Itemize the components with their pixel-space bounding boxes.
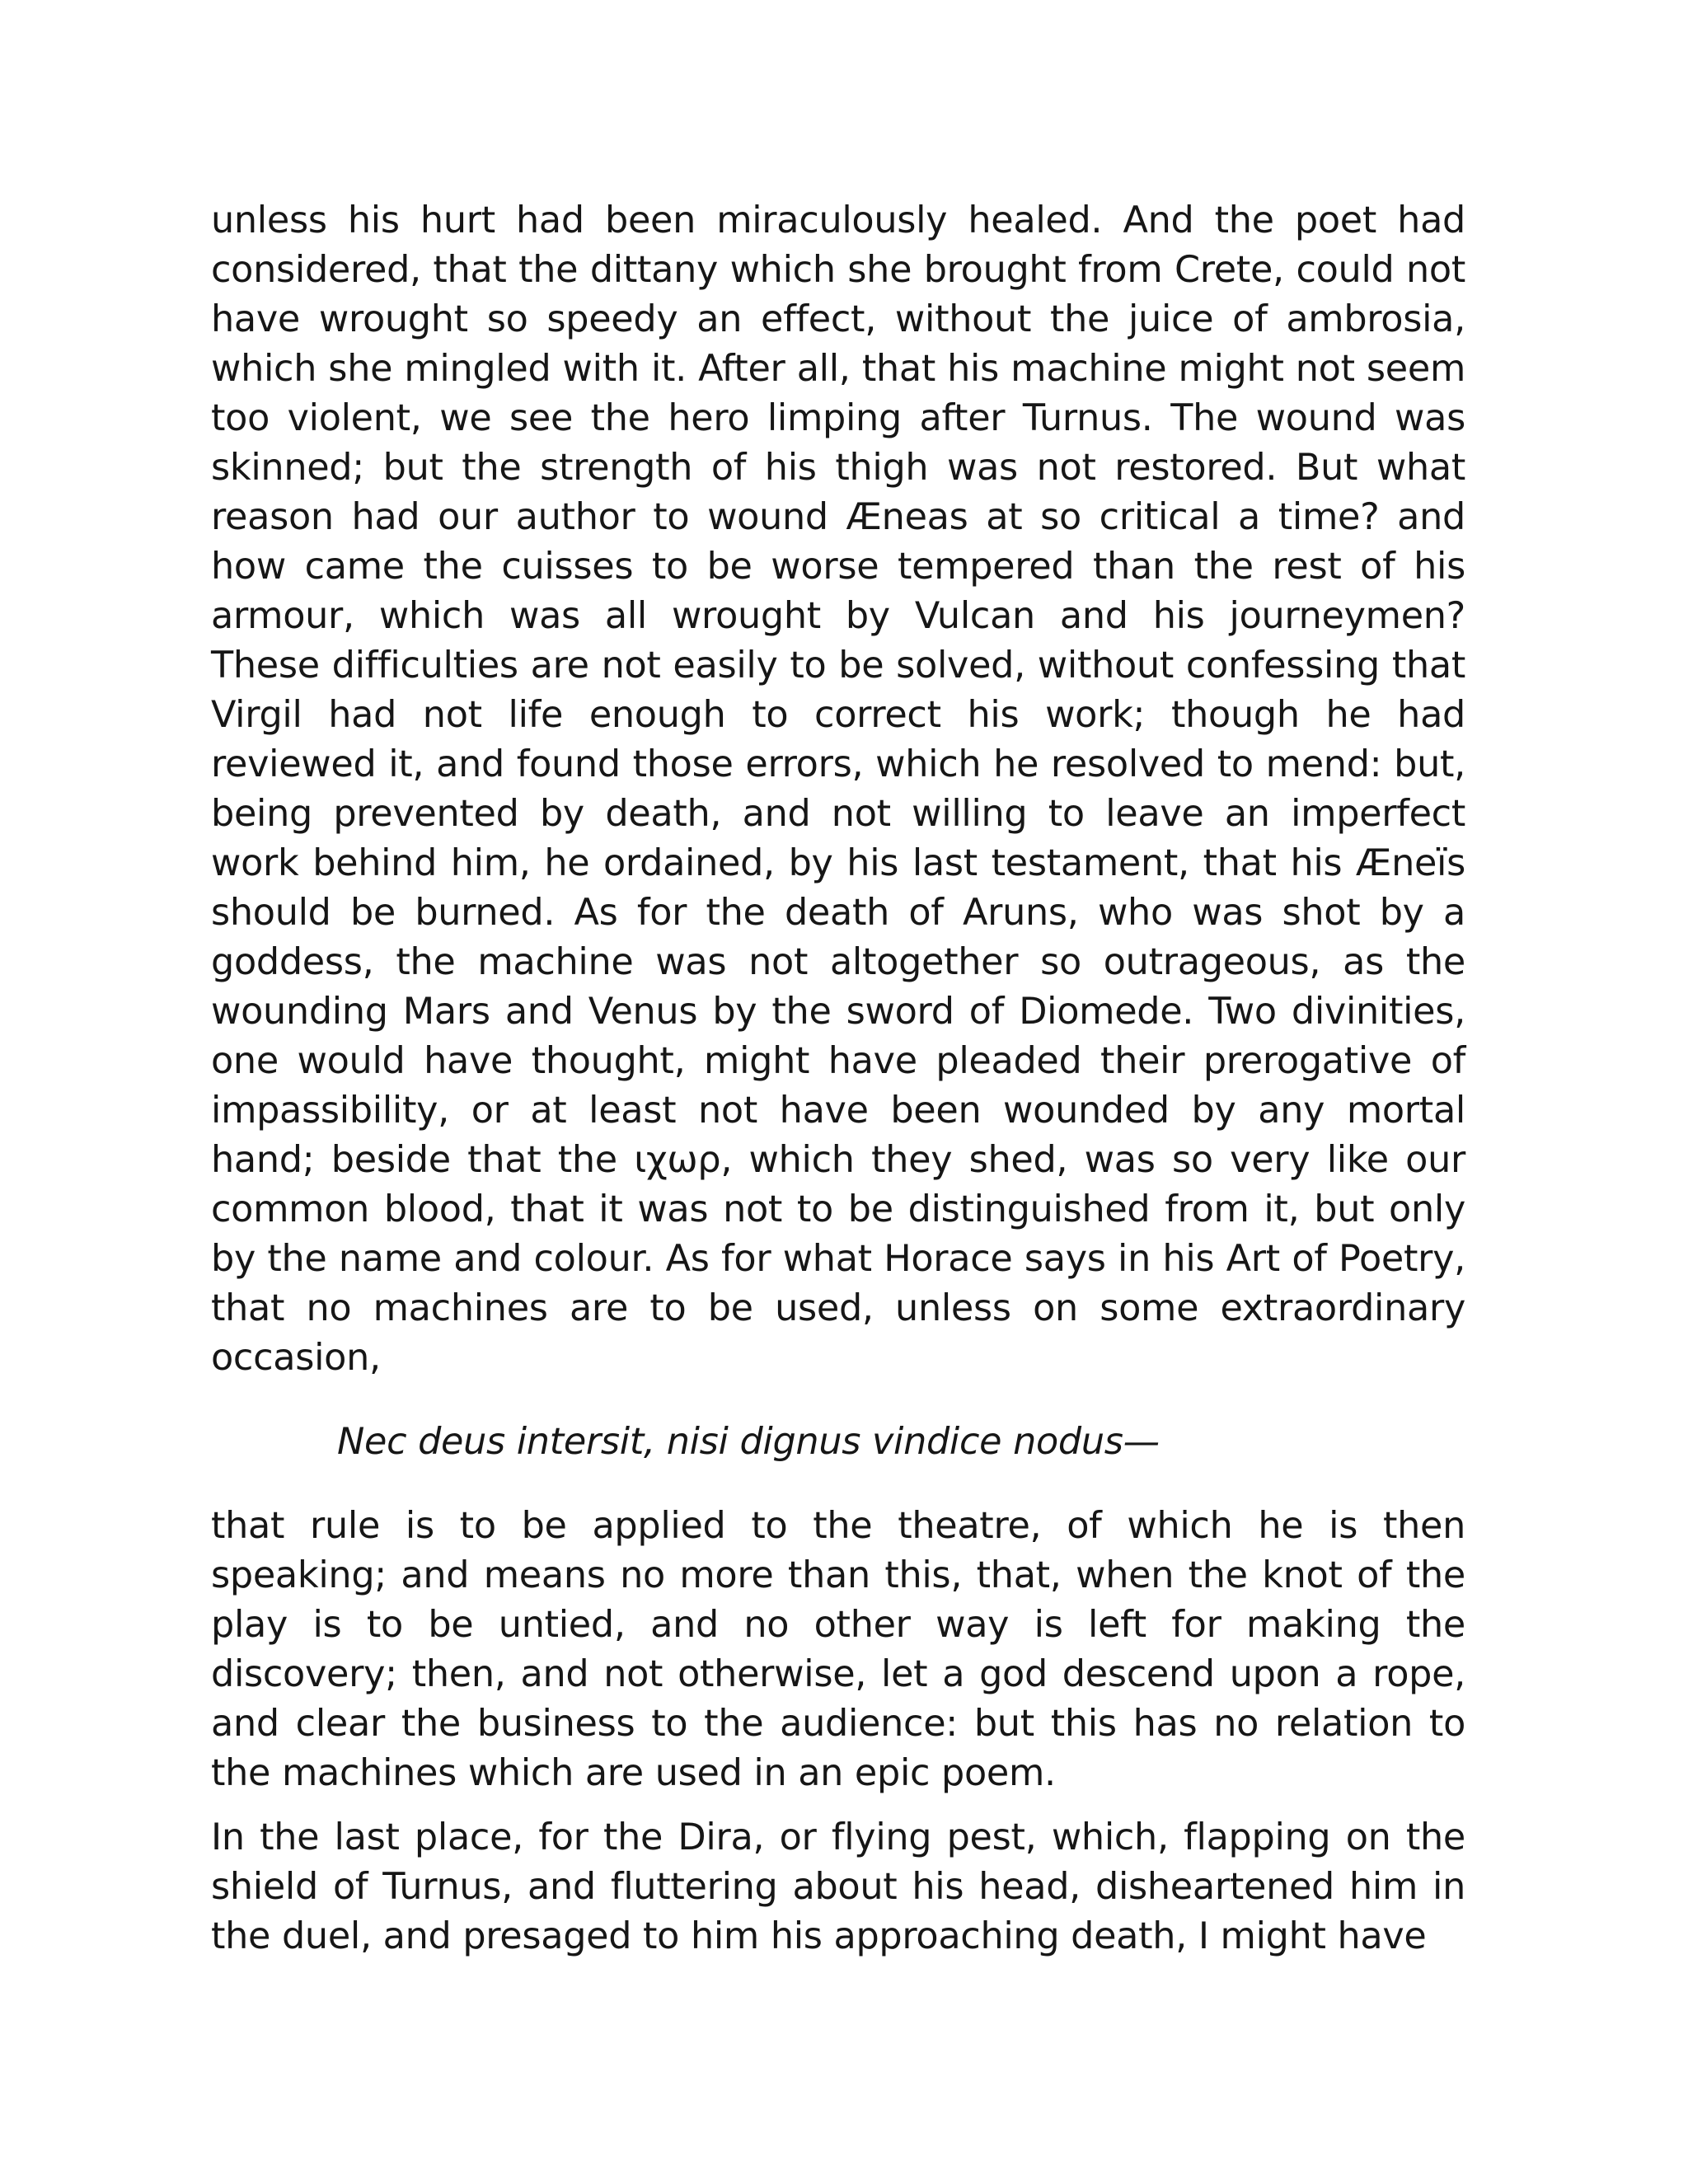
body-paragraph-3: In the last place, for the Dira, or flying pest, which, flapping on the shield of Turnus, and fluttering about his head, disheartened him in the duel, and presaged to him his approaching death, I might have <box>211 1816 1465 1957</box>
latin-quotation: Nec deus intersit, nisi dignus vindice nodus— <box>337 1421 1160 1463</box>
body-paragraph-1: unless his hurt had been miraculously healed. And the poet had considered, that the dittany which she brought from Crete, could not have wrought so speedy an effect, without the juice of ambrosia, which she mingled with it. After all, that his machine might not seem too violent, we see the hero limping after Turnus. The wound was skinned; but the strength of his thigh was not restored. But what reason had our author to wound Æneas at so critical a time? and how came the cuisses to be worse tempered than the rest of his armour, which was all wrought by Vulcan and his journeymen? These difficulties are not easily to be solved, without confessing that Virgil had not life enough to correct his work; though he had reviewed it, and found those errors, which he resolved to mend: but, being prevented by death, and not willing to leave an imperfect work behind him, he ordained, by his last testament, that his Æneïs should be burned. As for the death of Aruns, who was shot by a goddess, the machine was not altogether so outrageous, as the wounding Mars and Venus by the sword of Diomede. Two divinities, one would have thought, might have pleaded their prerogative of impassibility, or at least not have been wounded by any mortal hand; beside that the ιχωρ, which they shed, was so very like our common blood, that it was not to be distinguished from it, but only by the name and colour. As for what Horace says in his Art of Poetry, that no machines are to be used, unless on some extraordinary occasion, <box>211 199 1465 1379</box>
body-paragraph-2: that rule is to be applied to the theatre, of which he is then speaking; and means no more than this, that, when the knot of the play is to be untied, and no other way is left for making the discovery; then, and not otherwise, let a god descend upon a rope, and clear the business to the audience: but this has no relation to the machines which are used in an epic poem. <box>211 1505 1465 1794</box>
document-page <box>211 196 1465 1961</box>
